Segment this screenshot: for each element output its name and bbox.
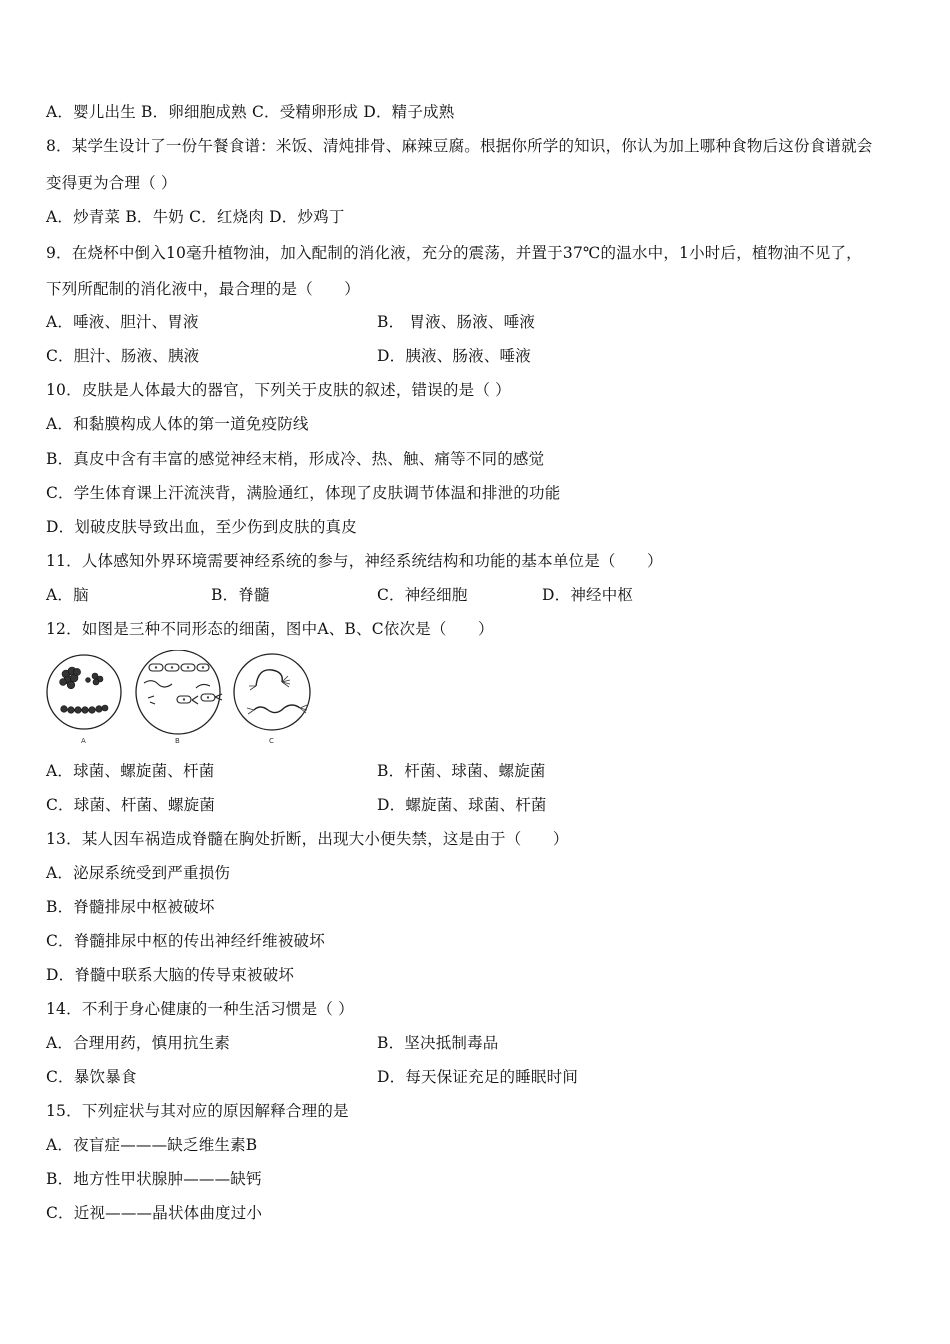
q11-stem: 11．人体感知外界环境需要神经系统的参与，神经系统结构和功能的基本单位是（ ） xyxy=(46,552,663,570)
q13-option-a: A．泌尿系统受到严重损伤 xyxy=(46,864,231,882)
q8-stem-line-1: 8．某学生设计了一份午餐食谱：米饭、清炖排骨、麻辣豆腐。根据你所学的知识，你认为加上哪种食物后这份食谱就会 xyxy=(46,137,873,155)
q9-option-b: B． 胃液、肠液、唾液 xyxy=(377,313,536,331)
q11-option-c: C．神经细胞 xyxy=(377,586,468,604)
q9-option-d: D．胰液、肠液、唾液 xyxy=(377,347,531,365)
q12-option-b: B．杆菌、球菌、螺旋菌 xyxy=(377,762,546,780)
q7-options: A．婴儿出生 B．卵细胞成熟 C．受精卵形成 D．精子成熟 xyxy=(46,103,455,121)
bacteria-figure xyxy=(44,650,320,746)
q14-stem: 14．不利于身心健康的一种生活习惯是（ ） xyxy=(46,1000,354,1018)
figure-label-c: C xyxy=(269,737,274,745)
bacteria-circle-c xyxy=(234,654,310,730)
q10-option-d: D．划破皮肤导致出血，至少伤到皮肤的真皮 xyxy=(46,518,357,536)
q12-option-c: C．球菌、杆菌、螺旋菌 xyxy=(46,796,216,814)
q9-option-a: A．唾液、胆汁、胃液 xyxy=(46,313,199,331)
q11-option-b: B．脊髓 xyxy=(211,586,270,604)
q10-option-b: B．真皮中含有丰富的感觉神经末梢，形成冷、热、触、痛等不同的感觉 xyxy=(46,450,545,468)
q15-option-c: C．近视———晶状体曲度过小 xyxy=(46,1204,263,1222)
q14-option-d: D．每天保证充足的睡眠时间 xyxy=(377,1068,579,1086)
q12-option-a: A．球菌、螺旋菌、杆菌 xyxy=(46,762,215,780)
q12-stem: 12．如图是三种不同形态的细菌，图中A、B、C依次是（ ） xyxy=(46,620,494,638)
q14-option-a: A．合理用药，慎用抗生素 xyxy=(46,1034,231,1052)
q15-option-a: A．夜盲症———缺乏维生素B xyxy=(46,1136,258,1154)
q10-stem: 10．皮肤是人体最大的器官，下列关于皮肤的叙述，错误的是（ ） xyxy=(46,381,511,399)
figure-label-a: A xyxy=(81,737,86,745)
q15-option-b: B．地方性甲状腺肿———缺钙 xyxy=(46,1170,262,1188)
q14-option-b: B．坚决抵制毒品 xyxy=(377,1034,499,1052)
q9-option-c: C．胆汁、肠液、胰液 xyxy=(46,347,200,365)
figure-label-b: B xyxy=(175,737,180,745)
q9-stem-line-1: 9．在烧杯中倒入10毫升植物油，加入配制的消化液，充分的震荡，并置于37℃的温水中，1小时后，植物油不见了， xyxy=(46,244,862,262)
q8-stem-line-2: 变得更为合理（ ） xyxy=(46,174,177,192)
q11-option-a: A．脑 xyxy=(46,586,89,604)
q8-options: A．炒青菜 B．牛奶 C．红烧肉 D．炒鸡丁 xyxy=(46,208,345,226)
bacteria-circle-a xyxy=(47,655,121,729)
q14-option-c: C．暴饮暴食 xyxy=(46,1068,137,1086)
q13-stem: 13．某人因车祸造成脊髓在胸处折断，出现大小便失禁，这是由于（ ） xyxy=(46,830,569,848)
q12-option-d: D．螺旋菌、球菌、杆菌 xyxy=(377,796,547,814)
q13-option-b: B．脊髓排尿中枢被破坏 xyxy=(46,898,215,916)
bacteria-circle-b xyxy=(136,650,222,734)
q10-option-c: C．学生体育课上汗流浃背，满脸通红，体现了皮肤调节体温和排泄的功能 xyxy=(46,484,561,502)
q15-stem: 15．下列症状与其对应的原因解释合理的是 xyxy=(46,1102,349,1120)
q13-option-c: C．脊髓排尿中枢的传出神经纤维被破坏 xyxy=(46,932,325,950)
q13-option-d: D．脊髓中联系大脑的传导束被破坏 xyxy=(46,966,295,984)
q11-option-d: D．神经中枢 xyxy=(542,586,634,604)
q9-stem-line-2: 下列所配制的消化液中，最合理的是（ ） xyxy=(46,280,361,298)
q10-option-a: A．和黏膜构成人体的第一道免疫防线 xyxy=(46,415,309,433)
